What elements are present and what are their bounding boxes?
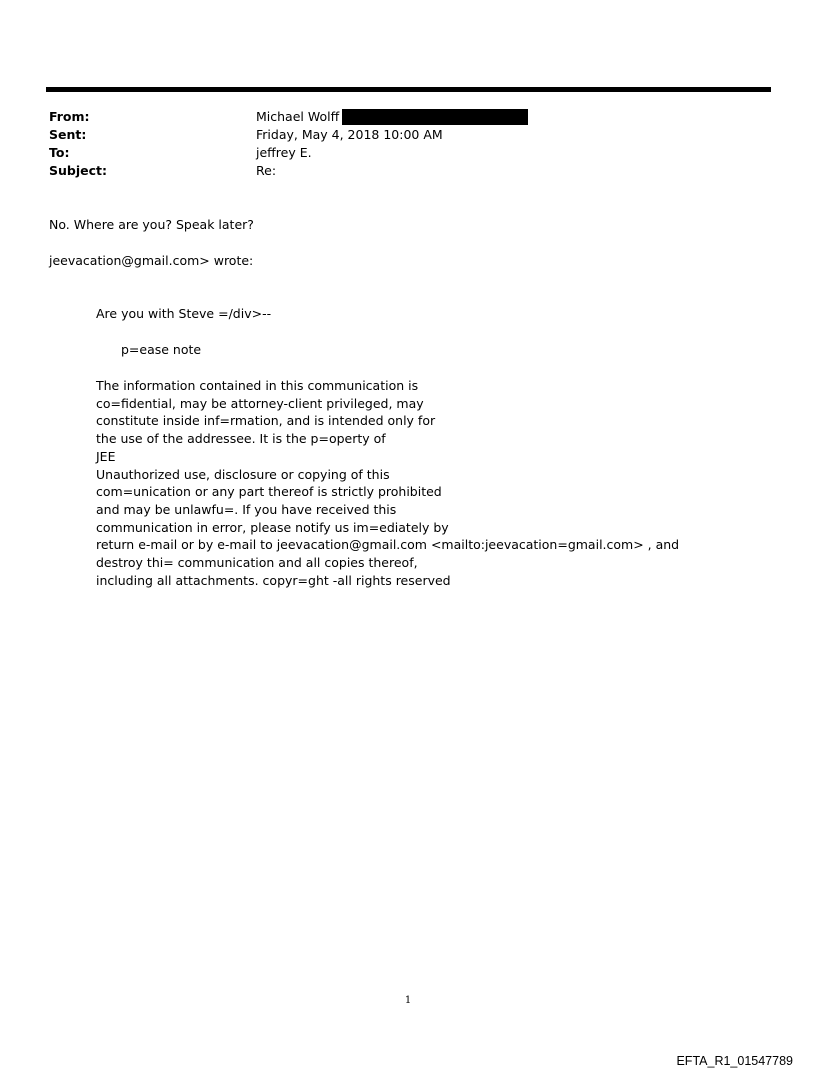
sent-row xyxy=(0,126,816,144)
from-row xyxy=(0,108,816,126)
subject-label: Subject: xyxy=(49,163,107,178)
disclaimer-line: JEE xyxy=(96,448,116,464)
sent-value: Friday, May 4, 2018 10:00 AM xyxy=(256,127,443,142)
subject-value: Re: xyxy=(256,163,277,178)
disclaimer-line: The information contained in this communication is xyxy=(96,378,419,393)
disclaimer-line: co=fidential, may be attorney-client privileged, may xyxy=(96,395,424,411)
disclaimer-line: including all attachments. copyr=ght -all rights reserved xyxy=(96,572,451,588)
quoted-message: Are you with Steve =/div>-- xyxy=(96,306,272,321)
reply-text: No. Where are you? Speak later? xyxy=(49,217,254,232)
disclaimer-line: return e-mail or by e-mail to jeevacation@gmail.com <mailto:jeevacation=gmail.com> , and xyxy=(96,537,680,553)
to-label: To: xyxy=(49,145,70,160)
redaction-box xyxy=(342,109,528,125)
sent-label: Sent: xyxy=(49,127,87,142)
disclaimer-line: Unauthorized use, disclosure or copying of this xyxy=(96,466,390,482)
disclaimer-line: communication in error, please notify us im=ediately by xyxy=(96,519,449,535)
header-divider xyxy=(46,87,771,92)
disclaimer-line: and may be unlawfu=. If you have received this xyxy=(96,501,397,517)
sender-name: Michael Wolff xyxy=(256,109,340,124)
page-number: 1 xyxy=(404,995,412,1006)
disclaimer-line: constitute inside inf=rmation, and is intended only for xyxy=(96,413,436,429)
confidentiality-disclaimer xyxy=(96,377,679,589)
to-value: jeffrey E. xyxy=(256,145,312,160)
disclaimer-line: com=unication or any part thereof is strictly prohibited xyxy=(96,484,442,500)
from-value xyxy=(256,108,528,126)
from-label: From: xyxy=(49,109,90,124)
email-header xyxy=(0,108,816,180)
disclaimer-line: the use of the addressee. It is the p=operty of xyxy=(96,431,386,447)
quoted-note: p=ease note xyxy=(121,342,202,357)
subject-row xyxy=(0,162,816,180)
quote-attribution: jeevacation@gmail.com> wrote: xyxy=(49,253,254,268)
disclaimer-line: destroy thi= communication and all copies thereof, xyxy=(96,555,418,571)
to-row xyxy=(0,144,816,162)
bates-stamp: EFTA_R1_01547789 xyxy=(676,1054,793,1068)
